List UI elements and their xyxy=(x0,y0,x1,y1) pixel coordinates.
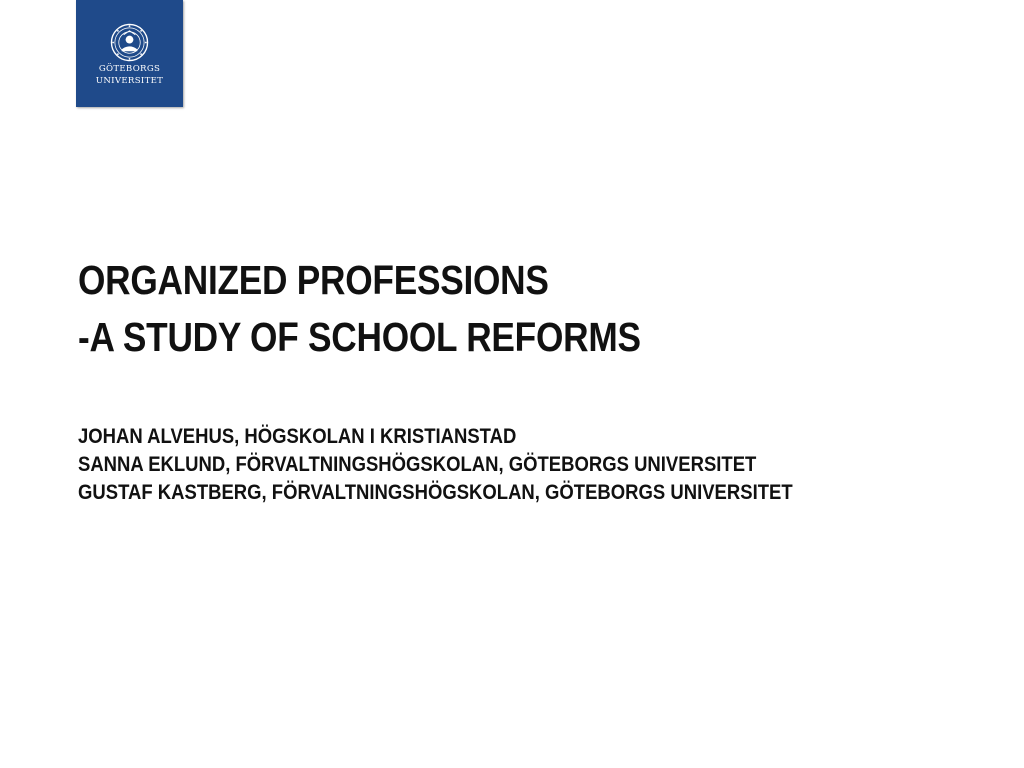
title-line-1: ORGANIZED PROFESSIONS xyxy=(78,257,549,303)
university-name-line1: GÖTEBORGS xyxy=(98,64,161,74)
university-seal-icon xyxy=(110,23,149,62)
slide-title xyxy=(78,252,641,366)
title-line-2: -A STUDY OF SCHOOL REFORMS xyxy=(78,314,641,360)
author-line: JOHAN ALVEHUS, HÖGSKOLAN I KRISTIANSTAD xyxy=(78,424,517,448)
university-name-line2: UNIVERSITET xyxy=(95,76,164,86)
university-logo xyxy=(76,0,183,107)
author-line: SANNA EKLUND, FÖRVALTNINGSHÖGSKOLAN, GÖTEBORGS UNIVERSITET xyxy=(78,452,757,476)
author-line: GUSTAF KASTBERG, FÖRVALTNINGSHÖGSKOLAN, GÖTEBORGS UNIVERSITET xyxy=(78,480,793,504)
author-list xyxy=(78,422,793,506)
university-name xyxy=(76,63,183,87)
